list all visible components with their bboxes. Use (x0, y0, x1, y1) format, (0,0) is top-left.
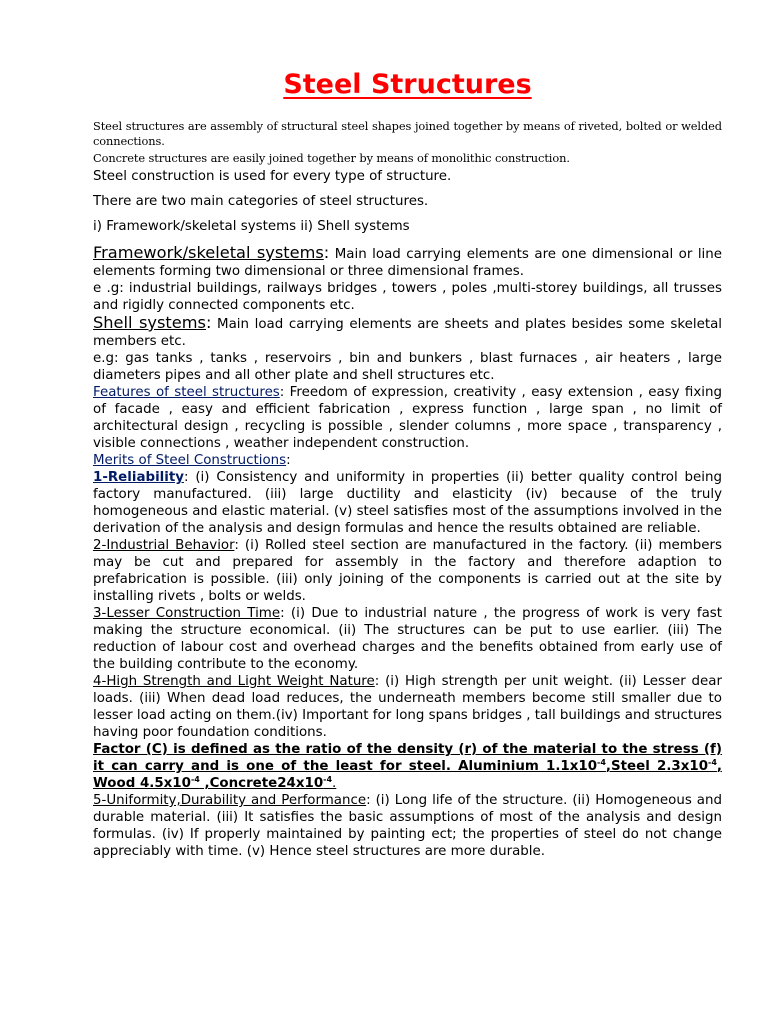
factor-exponent-steel: -4 (708, 758, 717, 767)
uniformity-heading: 5-Uniformity,Durability and Performance (93, 793, 367, 808)
intro-line-3: i) Framework/skeletal systems ii) Shell systems (93, 219, 410, 234)
framework-paragraph (93, 244, 722, 280)
shell-colon: : (205, 313, 212, 332)
time-paragraph (93, 605, 722, 673)
industrial-heading: 2-Industrial Behavior (93, 538, 235, 553)
framework-examples: e .g: industrial buildings, railways bridges , towers , poles ,multi-storey buildings, all trusses and rigidly connected components etc. (93, 281, 722, 313)
strength-heading: 4-High Strength and Light Weight Nature (93, 674, 375, 689)
page-title: Steel Structures (283, 69, 532, 100)
framework-text: Main load carrying elements are one dimensional or line elements forming two dimensional or three dimensional frames. (93, 247, 722, 279)
features-text: : Freedom of expression, creativity , easy extension , easy fixing of facade , easy and efficient fabrication , express function , large span , no limit of architectural design , recycling is possible , slender columns , more space , transparency , visible connections , weather independent construction. (93, 385, 722, 451)
merits-heading-line (93, 452, 722, 469)
strength-paragraph (93, 673, 722, 741)
factor-wood: , Wood 4.5x10 (93, 759, 722, 791)
shell-paragraph (93, 314, 722, 350)
reliability-paragraph (93, 469, 722, 537)
intro-line-2: There are two main categories of steel structures. (93, 194, 429, 209)
merits-colon: : (286, 453, 291, 468)
factor-exponent-wood: -4 (190, 775, 200, 784)
industrial-text: : (i) Rolled steel section are manufactured in the factory. (ii) members may be cut and prepared for assembly in the factory and therefore adaption to prefabrication is possible. (iii) only joining of the components is carried out at the site by installing rivets , bolts or welds. (93, 538, 722, 604)
factor-paragraph (93, 741, 722, 792)
features-paragraph (93, 384, 722, 452)
intro-serif-paragraph-1: Steel structures are assembly of structural steel shapes joined together by means of riveted, bolted or welded connections. (93, 119, 722, 148)
framework-colon: : (323, 243, 330, 262)
shell-text: Main load carrying elements are sheets and plates besides some skeletal members etc. (93, 317, 722, 349)
uniformity-text: : (i) Long life of the structure. (ii) Homogeneous and durable material. (iii) It satisfies the basic assumptions of most of the analysis and design formulas. (iv) If properly maintained by painting ect; the properties of steel do not change appreciably with time. (v) Hence steel structures are more durable. (93, 793, 722, 859)
uniformity-paragraph (93, 792, 722, 860)
main-body (93, 244, 722, 860)
strength-text: : (i) High strength per unit weight. (ii) Lesser dear loads. (iii) When dead load reduces, the underneath members become still smaller due to lesser load acting on them.(iv) Important for long spans bridges , tall buildings and structures having poor foundation conditions. (93, 674, 722, 740)
industrial-paragraph (93, 537, 722, 605)
factor-exponent-aluminium: -4 (597, 758, 606, 767)
intro-line-1: Steel construction is used for every type of structure. (93, 169, 452, 184)
document-page (93, 0, 722, 1024)
factor-steel: ,Steel 2.3x10 (605, 759, 709, 774)
factor-concrete: ,Concrete24x10 (199, 776, 324, 791)
merits-heading: Merits of Steel Constructions (93, 453, 287, 468)
time-text: : (i) Due to industrial nature , the progress of work is very fast making the structure economical. (ii) The structures can be put to use earlier. (iii) The reduction of labour cost and overhead charges and the benefits obtained from early use of the building contribute to the economy. (93, 606, 723, 672)
factor-text: Factor (C) is defined as the ratio of the density (r) of the material to the stress (f) it can carry and is one of the least for steel. Aluminium 1.1x10 (93, 742, 722, 774)
framework-heading: Framework/skeletal systems (93, 243, 324, 262)
factor-exponent-concrete: -4 (323, 775, 333, 784)
reliability-text: : (i) Consistency and uniformity in properties (ii) better quality control being factory manufactured. (iii) large ductility and elasticity (iv) because of the truly homogeneous and elastic material. (v) steel satisfies most of the assumptions involved in the derivation of the analysis and design formulas and hence the results obtained are reliable. (93, 470, 722, 536)
intro-serif-paragraph-2: Concrete structures are easily joined together by means of monolithic construction. (93, 151, 570, 165)
time-heading: 3-Lesser Construction Time (93, 606, 281, 621)
features-heading: Features of steel structures (93, 385, 280, 400)
reliability-heading: 1-Reliability (93, 470, 184, 485)
shell-examples: e.g: gas tanks , tanks , reservoirs , bin and bunkers , blast furnaces , air heaters , large diameters pipes and all other plate and shell structures etc. (93, 351, 722, 383)
shell-heading: Shell systems (93, 313, 206, 332)
factor-end: . (332, 776, 337, 791)
